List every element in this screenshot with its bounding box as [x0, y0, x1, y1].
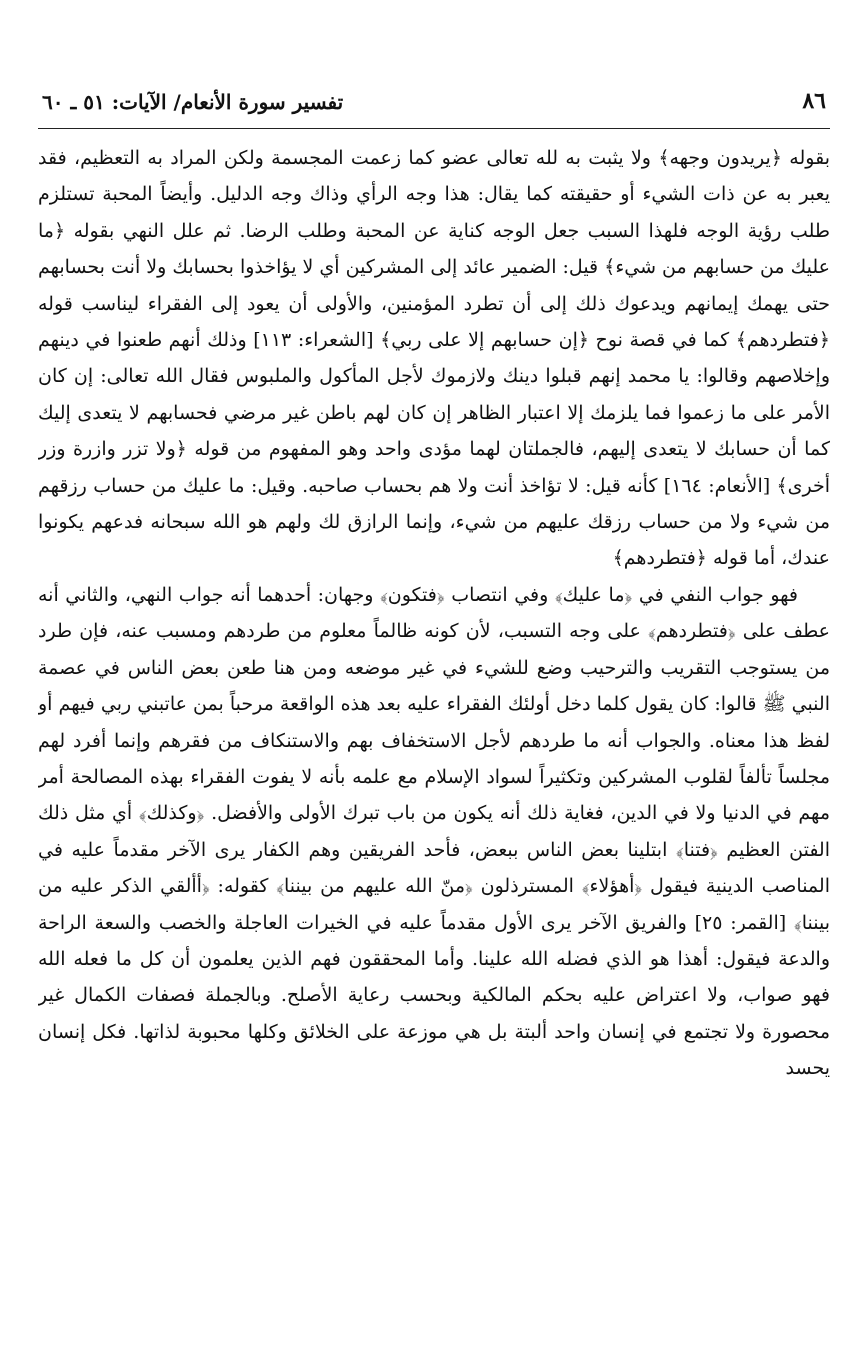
page-number: ٨٦ — [802, 88, 826, 114]
chapter-title: تفسير سورة الأنعام/ الآيات: ٥١ ـ ٦٠ — [42, 90, 344, 114]
running-header — [38, 86, 830, 129]
paragraph: فهو جواب النفي في ﴿ما عليك﴾ وفي انتصاب ﴿فتكون﴾ وجهان: أحدهما أنه جواب النهي، والثاني أنه عطف على ﴿فتطردهم﴾ على وجه التسبب، لأن كونه ظالماً معلوم من طردهم ومسبب عنه، فإن طرد من يستوجب التقريب والترحيب وضع للشيء في غير موضعه ومن هنا طعن بعض الناس في عصمة النبي ﷺ قالوا: كان يقول كلما دخل أولئك الفقراء عليه بعد هذه الواقعة مرحباً بمن عاتبني ربي فيهم أو لفظ هذا معناه. والجواب أنه ما طردهم لأجل الاستخفاف بهم والاستنكاف من فقرهم وإنما أفرد لهم مجلساً تألفاً لقلوب المشركين وتكثيراً لسواد الإسلام مع علمه بأنه لا يفوت الفقراء بهذه المصالحة أمر مهم في الدنيا ولا في الدين، فغاية ذلك أنه يكون من باب تبرك الأولى والأفضل. ﴿وكذلك﴾ أي مثل ذلك الفتن العظيم ﴿فتنا﴾ ابتلينا بعض الناس ببعض، فأحد الفريقين وهم الكفار يرى الآخر مقدماً عليه في المناصب الدينية فيقول ﴿أهؤلاء﴾ المسترذلون ﴿منّ الله عليهم من بيننا﴾ كقوله: ﴿أألقي الذكر عليه من بيننا﴾ [القمر: ٢٥] والفريق الآخر يرى الأول مقدماً عليه في الخيرات العاجلة والخصب والسعة الراحة والدعة فيقول: أهذا هو الذي فضله الله علينا. وأما المحققون فهم الذين يعلمون أن كل ما فعله الله فهو صواب، ولا اعتراض عليه بحكم المالكية وبحسب رعاية الأصلح. وبالجملة فصفات الكمال غير محصورة ولا تجتمع في إنسان واحد ألبتة بل هي موزعة على الخلائق وكلها محبوبة لذاتها. فكل إنسان يحسد — [38, 583, 830, 1080]
paragraph: بقوله ﴿يريدون وجهه﴾ ولا يثبت به لله تعالى عضو كما زعمت المجسمة ولكن المراد به التعظيم، فقد يعبر به عن ذات الشيء أو حقيقته كما يقال: هذا وجه الرأي وذاك وجه الدليل. وأيضاً المحبة تستلزم طلب رؤية الوجه فلهذا السبب جعل الوجه كناية عن المحبة وطلب الرضا. ثم علل النهي بقوله ﴿ما عليك من حسابهم من شيء﴾ قيل: الضمير عائد إلى المشركين أي لا يؤاخذوا بحسابك ولا أنت بحسابهم حتى يهمك إيمانهم ويدعوك ذلك إلى أن تطرد المؤمنين، والأولى أن يعود إلى الفقراء ليناسب قوله ﴿فتطردهم﴾ كما في قصة نوح ﴿إن حسابهم إلا على ربي﴾ [الشعراء: ١١٣] وذلك أنهم طعنوا في دينهم وإخلاصهم وقالوا: يا محمد إنهم قبلوا دينك ولازموك لأجل المأكول والملبوس فقال الله تعالى: إن كان الأمر على ما زعموا فما يلزمك إلا اعتبار الظاهر إن كان لهم باطن غير مرضي فحسابهم لا يتعدى إليك كما أن حسابك لا يتعدى إليهم، فالجملتان لهما مؤدى واحد وهو المفهوم من قوله ﴿ولا تزر وازرة وزر أخرى﴾ [الأنعام: ١٦٤] كأنه قيل: لا تؤاخذ أنت ولا هم بحساب صاحبه. وقيل: ما عليك من حساب رزقهم من شيء ولا من حساب رزقك عليهم من شيء، وإنما الرازق لك ولهم هو الله سبحانه فدعهم يكونوا عندك، أما قوله ﴿فتطردهم﴾ — [38, 147, 830, 570]
body-text — [38, 140, 830, 1290]
